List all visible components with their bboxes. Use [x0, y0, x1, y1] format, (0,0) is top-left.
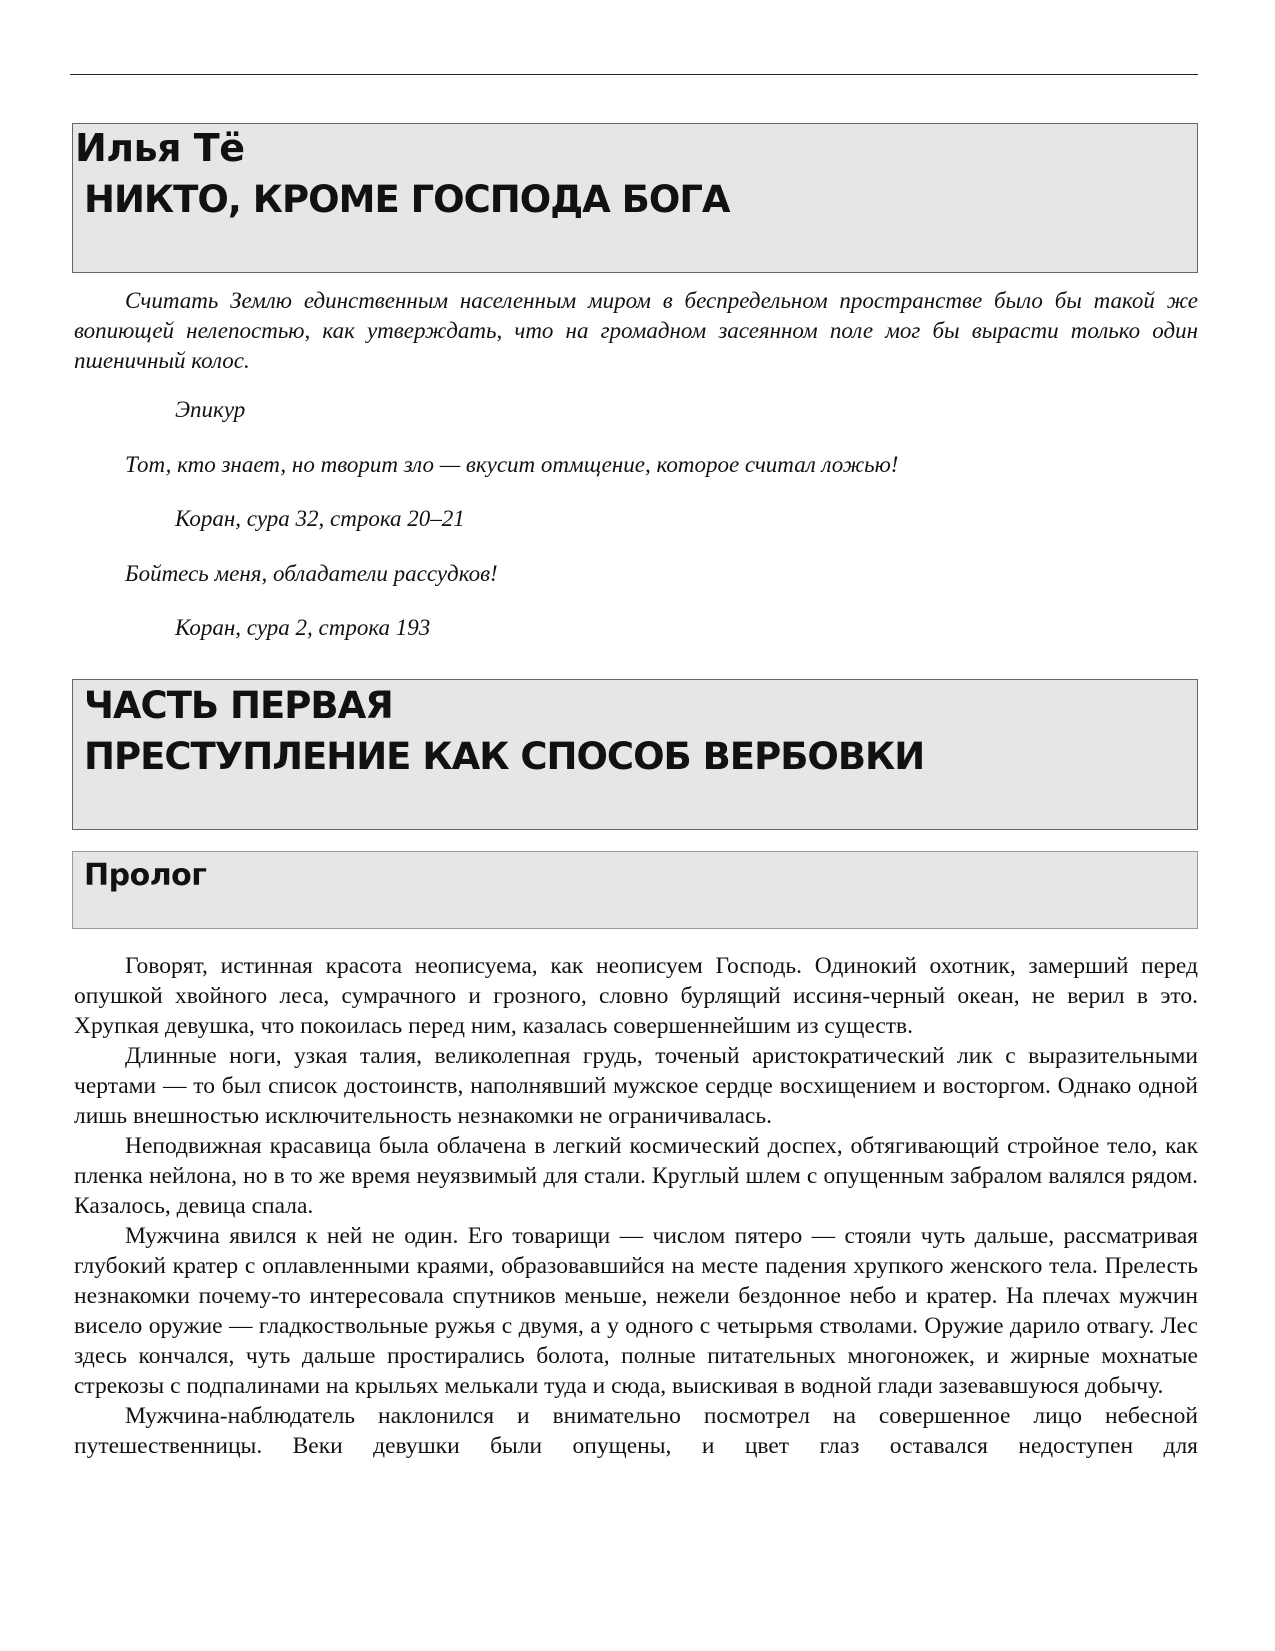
epigraph-3-attribution: Коран, сура 2, строка 193 [175, 615, 431, 640]
prologue-body [74, 951, 1198, 1461]
chapter-heading-box [72, 851, 1198, 929]
paragraph: Неподвижная красавица была облачена в легкий космический доспех, обтягивающий стройное тело, как пленка нейлона, но в то же время неуязвимый для стали. Круглый шлем с опущенным забралом валялся рядом. Казалось, девица спала. [74, 1133, 1198, 1219]
chapter-title: Пролог [84, 858, 207, 893]
part-heading-box [72, 679, 1198, 830]
epigraph-1-text: Считать Землю единственным населенным миром в беспредельном пространстве было бы такой же вопиющей нелепостью, как утверждать, что на громадном засеянном поле мог бы вырасти только один пшеничный колос. [74, 288, 1198, 373]
epigraph-3-text: Бойтесь меня, обладатели рассудков! [125, 561, 498, 586]
paragraph: Говорят, истинная красота неописуема, как неописуем Господь. Одинокий охотник, замерший перед опушкой хвойного леса, сумрачного и грозного, словно бурлящий иссиня-черный океан, не верил в это. Хрупкая девушка, что покоилась перед ним, казалась совершеннейшим из существ. [74, 953, 1198, 1039]
book-title: НИКТО, КРОМЕ ГОСПОДА БОГА [84, 178, 730, 221]
epigraph-2-text: Тот, кто знает, но творит зло — вкусит отмщение, которое считал ложью! [125, 452, 899, 477]
author-name: Илья Тё [75, 126, 245, 170]
epigraph-2-attribution: Коран, сура 32, строка 20–21 [175, 506, 465, 531]
epigraph-1-attribution: Эпикур [175, 397, 246, 422]
paragraph: Мужчина явился к ней не один. Его товарищи — числом пятеро — стояли чуть дальше, рассматривая глубокий кратер с оплавленными краями, образовавшийся на месте падения хрупкого женского тела. Прелесть незнакомки почему-то интересовала спутников меньше, нежели бездонное небо и кратер. На плечах мужчин висело оружие — гладкоствольные ружья с двумя, а у одного с четырьмя стволами. Оружие дарило отвагу. Лес здесь кончался, чуть дальше простирались болота, полные питательных многоножек, и жирные мохнатые стрекозы с подпалинами на крыльях мелькали туда и сюда, выискивая в водной глади зазевавшуюся добычу. [74, 1223, 1198, 1399]
part-label: ЧАСТЬ ПЕРВАЯ [84, 684, 393, 727]
top-rule [70, 74, 1198, 75]
paragraph: Длинные ноги, узкая талия, великолепная грудь, точеный аристократический лик с выразительными чертами — то был список достоинств, наполнявший мужское сердце восхищением и восторгом. Однако одной лишь внешностью исключительность незнакомки не ограничивалась. [74, 1043, 1198, 1129]
part-title: ПРЕСТУПЛЕНИЕ КАК СПОСОБ ВЕРБОВКИ [84, 735, 925, 778]
paragraph: Мужчина-наблюдатель наклонился и внимательно посмотрел на совершенное лицо небесной путешественницы. Веки девушки были опущены, и цвет глаз оставался недоступен для [74, 1403, 1198, 1459]
book-title-box [72, 123, 1198, 273]
